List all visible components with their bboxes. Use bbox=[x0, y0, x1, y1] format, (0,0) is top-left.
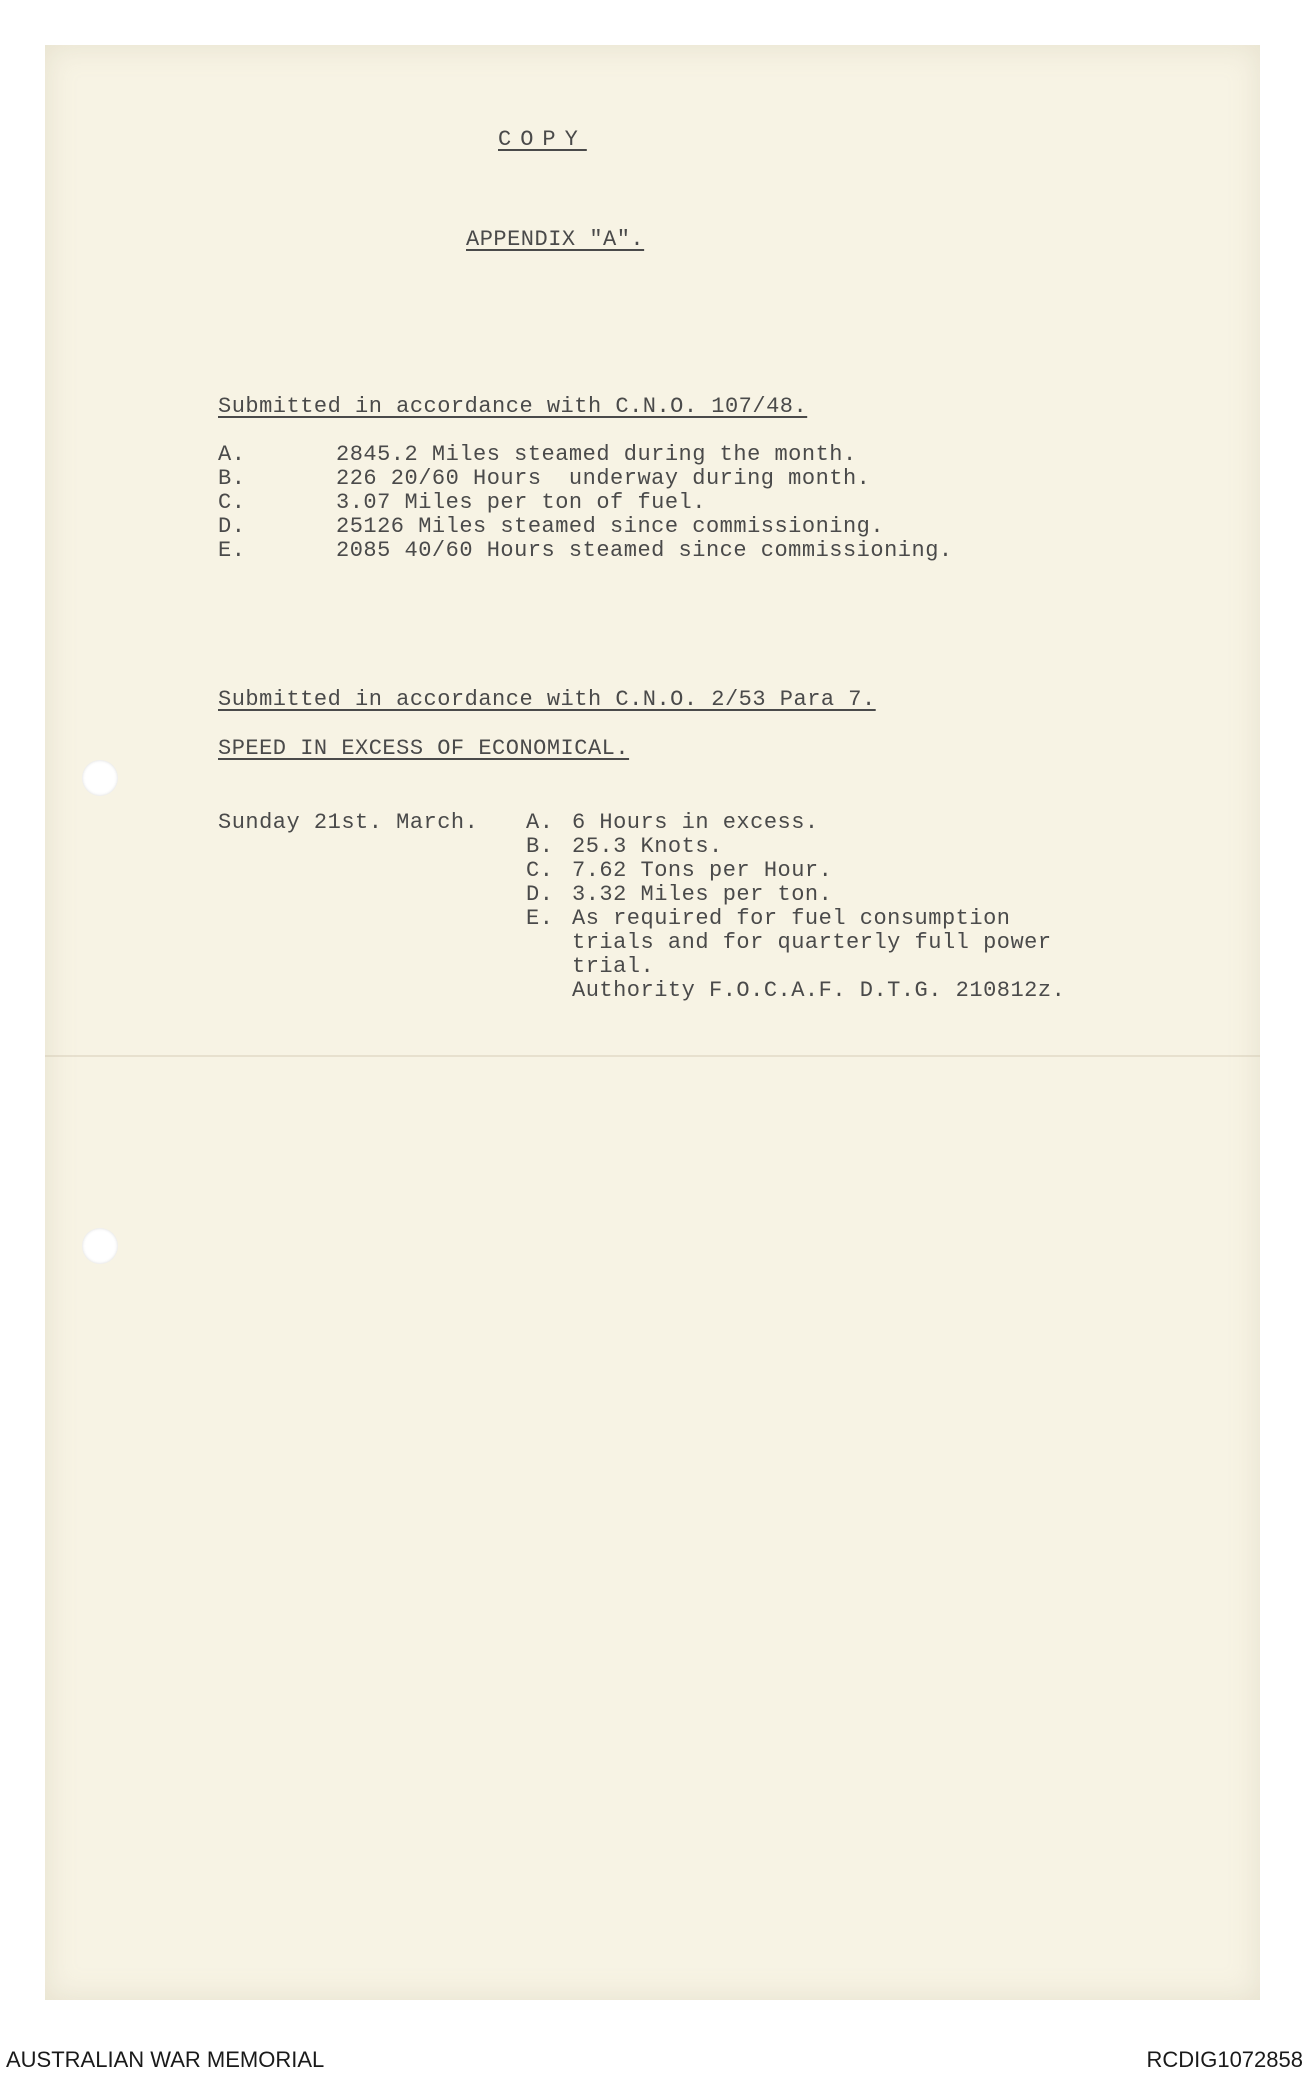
item-label: D. bbox=[526, 882, 554, 907]
footer-source: AUSTRALIAN WAR MEMORIAL bbox=[6, 2047, 325, 2072]
item-text: 2845.2 Miles steamed during the month. bbox=[336, 442, 857, 467]
item-label: E. bbox=[218, 538, 246, 563]
item-label: C. bbox=[218, 490, 246, 515]
item-text: 6 Hours in excess. bbox=[572, 810, 819, 835]
section1-heading: Submitted in accordance with C.N.O. 107/48. bbox=[218, 394, 808, 419]
item-text: 3.32 Miles per ton. bbox=[572, 882, 833, 907]
item-label: B. bbox=[218, 466, 246, 491]
item-text-line: trial. bbox=[572, 954, 655, 979]
item-label: D. bbox=[218, 514, 246, 539]
punch-hole bbox=[82, 1228, 118, 1264]
item-label: C. bbox=[526, 858, 554, 883]
authority-line: Authority F.O.C.A.F. D.T.G. 210812z. bbox=[572, 978, 1066, 1003]
section2-heading: Submitted in accordance with C.N.O. 2/53 Para 7. bbox=[218, 687, 876, 712]
copy-heading: COPY bbox=[498, 127, 587, 152]
item-text-line: As required for fuel consumption bbox=[572, 906, 1011, 931]
item-label: B. bbox=[526, 834, 554, 859]
punch-hole bbox=[82, 760, 118, 796]
paper-fold bbox=[45, 1055, 1260, 1057]
item-text: 25126 Miles steamed since commissioning. bbox=[336, 514, 885, 539]
item-text: 3.07 Miles per ton of fuel. bbox=[336, 490, 706, 515]
document-page bbox=[45, 45, 1260, 2000]
appendix-title: APPENDIX "A". bbox=[466, 227, 645, 252]
section2-subheading: SPEED IN EXCESS OF ECONOMICAL. bbox=[218, 736, 630, 761]
item-label: E. bbox=[526, 906, 554, 931]
item-text: 25.3 Knots. bbox=[572, 834, 723, 859]
footer-record-id: RCDIG1072858 bbox=[1146, 2047, 1303, 2072]
entry-date: Sunday 21st. March. bbox=[218, 810, 479, 835]
item-text: 226 20/60 Hours underway during month. bbox=[336, 466, 871, 491]
item-label: A. bbox=[218, 442, 246, 467]
item-label: A. bbox=[526, 810, 554, 835]
item-text: 7.62 Tons per Hour. bbox=[572, 858, 833, 883]
item-text: 2085 40/60 Hours steamed since commissioning. bbox=[336, 538, 953, 563]
item-text-line: trials and for quarterly full power bbox=[572, 930, 1052, 955]
